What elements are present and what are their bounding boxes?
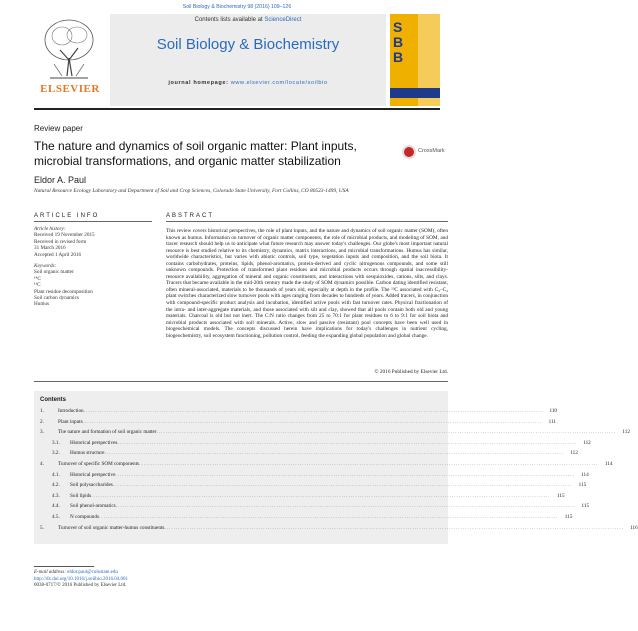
journal-cover-thumbnail[interactable] [390, 14, 440, 106]
toc-title: Turnover of specific SOM components [58, 461, 140, 467]
history-label: Article history: [34, 226, 66, 232]
doi-link[interactable]: http://dx.doi.org/10.1016/j.soilbio.2016.04.001 [34, 576, 128, 582]
journal-reference[interactable]: Soil Biology & Biochemistry 98 (2016) 109–126 [182, 4, 292, 10]
copyright-notice: © 2016 Published by Elsevier Ltd. [374, 369, 448, 375]
toc-title: Soil lipids [70, 492, 92, 499]
article-title: The nature and dynamics of soil organic matter: Plant inputs, microbial transformations, and organic matter stabilization [34, 139, 357, 168]
toc-leader-dots: ........................................................................................................................................................................................................ [83, 408, 544, 414]
contents-heading: Contents [40, 397, 66, 403]
toc-leader-dots: ........................................................................................................................................................................................................ [112, 482, 573, 489]
email-line [34, 570, 154, 577]
journal-title[interactable]: Soil Biology & Biochemistry [156, 36, 340, 53]
toc-entry[interactable] [40, 418, 557, 426]
email-label: E-mail address: [34, 570, 68, 575]
toc-page-number: 114 [604, 461, 613, 467]
toc-title: Humus structure [70, 450, 105, 457]
toc-title: Historical perspective [70, 471, 116, 478]
history-item: Accepted 1 April 2016 [34, 251, 82, 258]
cover-letter: B [393, 34, 404, 50]
history-item: Received 19 November 2015 [34, 232, 95, 239]
keyword: Plant residue decomposition [34, 288, 93, 295]
toc-number: 3.1. [52, 439, 60, 446]
toc-entry[interactable] [40, 524, 638, 532]
toc-title: Introduction [58, 408, 84, 414]
toc-number: 3. [40, 429, 44, 436]
issn-line: 0038-0717/© 2016 Published by Elsevier Ltd. [34, 583, 127, 589]
toc-number: 3.2. [52, 450, 60, 457]
homepage-prefix: journal homepage: [168, 80, 231, 86]
abstract-heading: ABSTRACT [166, 213, 215, 219]
toc-page-number: 116 [630, 524, 638, 531]
homepage-link[interactable]: www.elsevier.com/locate/soilbio [230, 80, 328, 86]
toc-page-number: 115 [581, 503, 590, 510]
crossmark-label: CrossMark [418, 148, 445, 154]
toc-number: 4.2. [52, 482, 60, 489]
toc-leader-dots: ........................................................................................................................................................................................................ [98, 514, 559, 520]
article-info-rule [34, 221, 152, 222]
toc-entry[interactable] [40, 439, 591, 447]
toc-page-number: 115 [578, 482, 587, 489]
toc-page-number: 110 [549, 408, 558, 414]
history-item: Received in revised form [34, 238, 87, 245]
toc-number: 5. [40, 524, 44, 531]
toc-number: 2. [40, 418, 44, 425]
toc-page-number: 112 [570, 450, 578, 457]
keyword: Humus [34, 301, 49, 308]
toc-entry[interactable] [40, 492, 565, 500]
toc-title: Plant inputs [58, 418, 83, 425]
toc-leader-dots: ........................................................................................................................................................................................................ [91, 492, 551, 499]
toc-leader-dots: ........................................................................................................................................................................................................ [82, 418, 543, 425]
toc-title: N compounds [70, 514, 99, 520]
toc-number: 4. [40, 461, 44, 467]
toc-number: 4.4. [52, 503, 60, 510]
article-type: Review paper [34, 124, 83, 133]
cover-band [390, 88, 440, 98]
toc-leader-dots: ........................................................................................................................................................................................................ [104, 450, 564, 457]
contents-box [34, 391, 638, 544]
toc-title: Historical perspectives [70, 439, 118, 446]
toc-leader-dots: ........................................................................................................................................................................................................ [115, 471, 575, 478]
author-name[interactable]: Eldor A. Paul [34, 175, 87, 185]
toc-entry[interactable] [40, 471, 589, 479]
keyword: ¹⁴C [34, 275, 41, 282]
cover-letter: S [393, 19, 403, 35]
abstract-bottom-rule [34, 381, 448, 382]
toc-leader-dots: ........................................................................................................................................................................................................ [164, 524, 624, 531]
toc-number: 4.3. [52, 492, 60, 499]
footer-rule [34, 566, 94, 567]
toc-title: Soil polysaccharides [70, 482, 113, 489]
toc-entry[interactable] [40, 407, 558, 415]
page-footer [34, 566, 154, 590]
author-affiliation: Natural Resource Ecology Laboratory and Department of Soil and Crop Sciences, Colorado State University, Fort Collins, CO 80523-1499, USA [34, 188, 349, 194]
toc-page-number: 112 [622, 429, 630, 436]
keyword: ¹³C [34, 282, 41, 289]
elsevier-logo[interactable] [34, 14, 106, 106]
email-link[interactable]: eldor.paul@colostate.edu [67, 570, 118, 575]
toc-page-number: 114 [581, 471, 589, 478]
contents-line [110, 17, 386, 23]
journal-banner [110, 14, 386, 106]
journal-header [34, 14, 440, 110]
toc-entry[interactable] [40, 460, 613, 468]
toc-entry[interactable] [40, 513, 573, 521]
toc-page-number: 111 [548, 418, 557, 425]
crossmark-icon [402, 145, 416, 159]
article-info-heading: ARTICLE INFO [34, 213, 100, 219]
toc-page-number: 112 [583, 439, 591, 446]
history-item: 31 March 2016 [34, 245, 66, 252]
toc-entry[interactable] [40, 502, 590, 510]
keyword: Soil organic matter [34, 269, 74, 276]
contents-prefix: Contents lists available at [194, 17, 265, 23]
toc-entry[interactable] [40, 428, 630, 436]
abstract-text: This review covers historical perspectives, the role of plant inputs, and the nature and dynamics of soil organic matter (SOM), often known as humus. Information on turnover of organic matter components, the role of microbial products, and modeling of SOM, and tracer research should help us to anticipate what future research may answer today's challenges. Our globe's most important natural resource is best studied relative to its chemistry, dynamics, matrix interactions, and microbial transformations. Humus has similar, worldwide characteristics, but varies with abiotic controls, soil type, vegetation inputs and composition, and the soil biota. It contains carbohydrates, proteins, lipids, phenol-aromatics, protein-derived and cyclic nitrogenous compounds, and some still unknown compounds. Protection of transformed plant residues and microbial products occurs through spatial inaccessibility-resource availability, aggregation of mineral and organic constituents, and interactions with sesquioxides, cations, silts, and clays. Tracers that became available in the mid-20th century made the study of SOM dynamics possible. Carbon dating identified resistant, often mineral-associated, materials to be thousands of years old, especially at depth in the profile. The ¹³C associated with C₃–C₄ plant switches characterized slow turnover pools with ages ranging from decades to hundreds of years. Added tracers, in conjunction with compound-specific product analysis and incubation, identified active pools with fast turnover rates. Physical fractionation of the intra- and inter-aggregate materials, and those associated with silt and clay, showed that all pools contain both old and young materials. Charcoal is old but not inert. The C:N ratio changes from 25 to 70:1 for plant residues to 6 to 9:1 for soil biota and microbial products associated with soil minerals. Active, slow and passive (resistant) pool concepts have been well used in biogeochemical models. The concepts discussed herein have implications for today's challenges in nutrient cycling, biogeochemistry, soil ecosystem functioning, pollution control, feeding the expanding global population and global change. [166, 228, 448, 339]
sciencedirect-link[interactable]: ScienceDirect [264, 17, 302, 23]
toc-page-number: 115 [556, 492, 565, 499]
toc-page-number: 115 [564, 514, 573, 520]
cover-letter: B [393, 49, 404, 65]
toc-entry[interactable] [40, 449, 578, 457]
keywords-label: Keywords: [34, 263, 57, 270]
toc-number: 4.1. [52, 471, 60, 478]
toc-title: The nature and formation of soil organic matter [58, 429, 157, 436]
toc-number: 1. [40, 408, 44, 414]
toc-leader-dots: ........................................................................................................................................................................................................ [117, 439, 577, 446]
cover-letters [393, 20, 403, 65]
toc-entry[interactable] [40, 481, 587, 489]
publisher-name: ELSEVIER [40, 83, 100, 95]
toc-title: Turnover of soil organic matter-humus constituents [58, 524, 165, 531]
toc-leader-dots: ........................................................................................................................................................................................................ [115, 503, 576, 510]
keyword: Soil carbon dynamics [34, 295, 79, 302]
toc-title: Soil phenol-aromatics [70, 503, 116, 510]
journal-homepage [110, 80, 386, 86]
article-info [34, 226, 130, 308]
toc-number: 4.5. [52, 514, 60, 520]
toc-leader-dots: ........................................................................................................................................................................................................ [139, 461, 599, 467]
elsevier-tree-icon [40, 16, 98, 82]
toc-leader-dots: ........................................................................................................................................................................................................ [156, 429, 616, 436]
crossmark-badge[interactable] [402, 143, 445, 163]
abstract-rule [166, 221, 448, 222]
